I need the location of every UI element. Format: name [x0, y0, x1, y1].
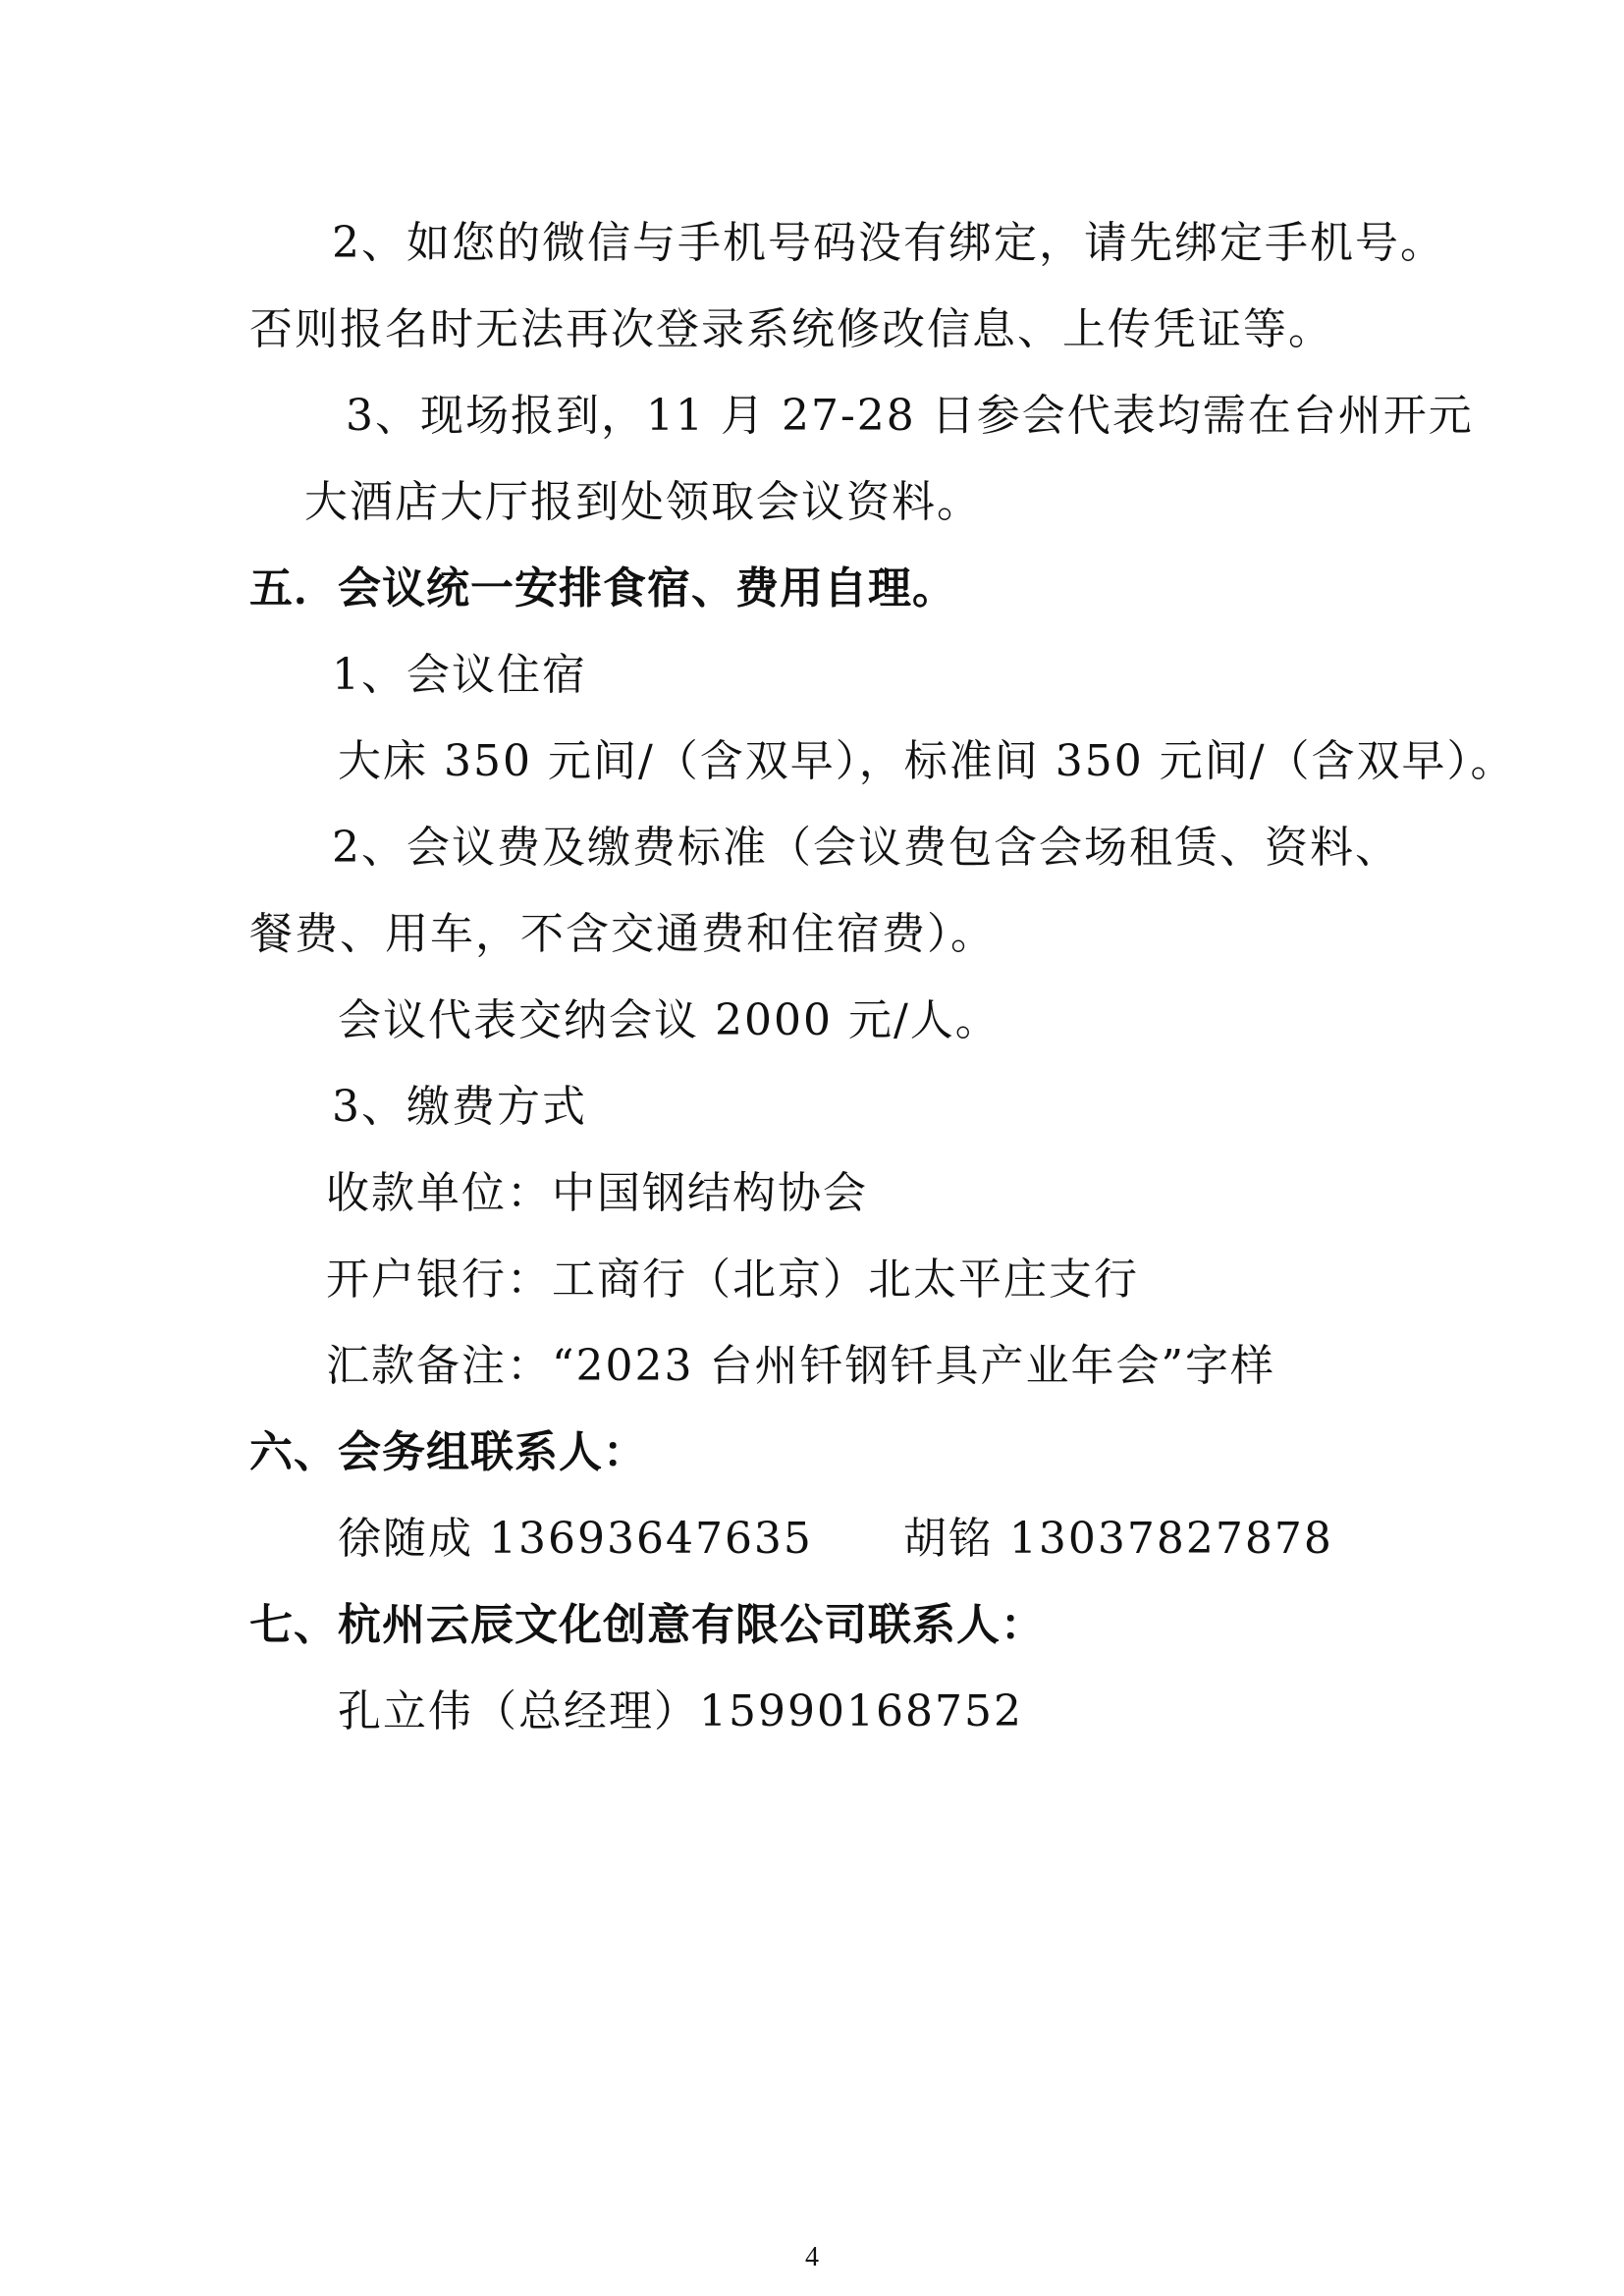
text-line-login-warning: 否则报名时无法再次登录系统修改信息、上传凭证等。 [249, 304, 1333, 354]
text-line-fee-excludes: 餐费、用车，不含交通费和住宿费）。 [249, 909, 996, 959]
text-line-room-prices: 大床 350 元间/（含双早），标准间 350 元间/（含双早）。 [338, 736, 1516, 786]
text-line-lodging-title: 1、会议住宿 [332, 650, 587, 700]
text-line-payee: 收款单位：中国钢结构协会 [326, 1168, 868, 1218]
text-line-collect-materials: 大酒店大厅报到处领取会议资料。 [304, 477, 982, 527]
text-line-bank: 开户银行：工商行（北京）北太平庄支行 [326, 1255, 1139, 1305]
text-line-company-contact: 孔立伟（总经理）15990168752 [338, 1686, 1023, 1736]
text-line-contact-phones: 徐随成 13693647635 胡铭 13037827878 [338, 1514, 1333, 1564]
text-line-fee-amount: 会议代表交纳会议 2000 元/人。 [338, 995, 1001, 1045]
text-line-onsite-registration: 3、现场报到，11 月 27-28 日参会代表均需在台州开元 [346, 391, 1474, 441]
text-line-fee-standard: 2、会议费及缴费标准（会议费包含会场租赁、资料、 [332, 823, 1400, 873]
text-line-wechat-binding: 2、如您的微信与手机号码没有绑定，请先绑定手机号。 [332, 218, 1445, 268]
text-line-payment-method: 3、缴费方式 [332, 1082, 587, 1132]
text-line-remittance-note: 汇款备注：“2023 台州钎钢钎具产业年会”字样 [326, 1341, 1275, 1391]
section-heading-company-contact: 七、杭州云辰文化创意有限公司联系人： [249, 1600, 1045, 1650]
section-heading-contacts: 六、会务组联系人： [249, 1427, 647, 1477]
page-number: 4 [805, 2242, 819, 2272]
section-heading-accommodation: 五．会议统一安排食宿、费用自理。 [249, 563, 956, 614]
